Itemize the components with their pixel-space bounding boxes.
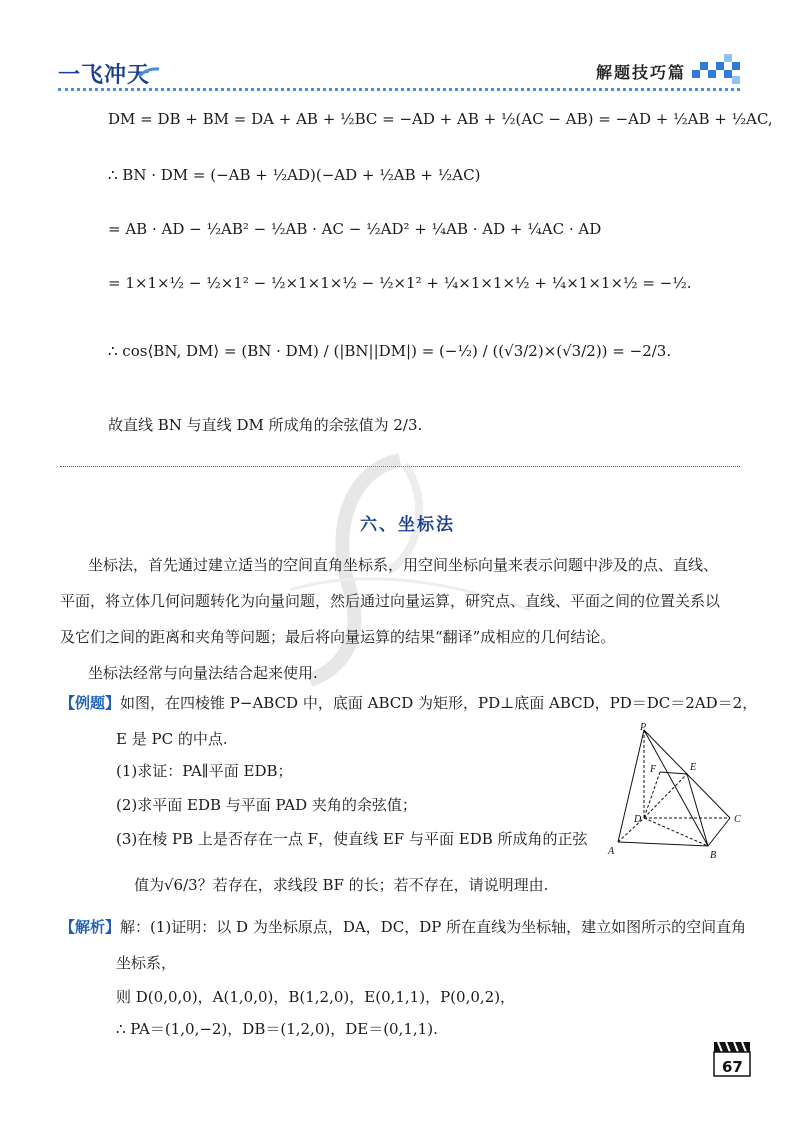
math-line-2: ∴ BN · DM = (−AB + ½AD)(−AD + ½AB + ½AC)	[108, 166, 481, 184]
intro-paragraph-2: 平面，将立体几何问题转化为向量问题，然后通过向量运算，研究点、直线、平面之间的位置关系以	[60, 592, 721, 610]
label-B: B	[710, 850, 717, 861]
brand-logo: 一飞冲天	[58, 63, 151, 88]
math-line-5: ∴ cos⟨BN, DM⟩ = (BN · DM) / (|BN||DM|) = (−½) / ((√3/2)×(√3/2)) = −2/3.	[108, 342, 672, 360]
label-A: A	[608, 846, 615, 857]
solution-line-3: 则 D(0,0,0)，A(1,0,0)，B(1,2,0)，E(0,1,1)，P(0,0,2)，	[116, 988, 516, 1006]
label-C: C	[734, 814, 741, 825]
conclusion-text: 故直线 BN 与直线 DM 所成角的余弦值为 2/3.	[108, 416, 423, 434]
math-line-1: DM = DB + BM = DA + AB + ½BC = −AD + AB + ½(AC − AB) = −AD + ½AB + ½AC,	[108, 110, 773, 128]
math-line-3: = AB · AD − ½AB² − ½AB · AC − ½AD² + ¼AB · AD + ¼AC · AD	[108, 220, 602, 238]
question-3: (3)在棱 PB 上是否存在一点 F，使直线 EF 与平面 EDB 所成角的正弦	[116, 830, 588, 848]
question-3-cont: 值为√6/3？若存在，求线段 BF 的长；若不存在，请说明理由.	[134, 876, 549, 894]
solution-block	[60, 916, 746, 938]
intro-paragraph-1: 坐标法，首先通过建立适当的空间直角坐标系，用空间坐标向量来表示问题中涉及的点、直线、	[88, 556, 719, 574]
label-P: P	[640, 722, 647, 733]
checker-decoration-icon	[692, 50, 740, 84]
question-2: (2)求平面 EDB 与平面 PAD 夹角的余弦值；	[116, 796, 417, 814]
header-divider	[58, 88, 740, 91]
solution-line-1: 解：(1)证明：以 D 为坐标原点，DA，DC，DP 所在直线为坐标轴，建立如图所示的空间直角	[120, 918, 747, 936]
label-F: F	[650, 764, 657, 775]
label-D: D	[634, 814, 642, 825]
section-header: 解题技巧篇	[596, 63, 687, 82]
example-line-2: E 是 PC 的中点.	[116, 730, 228, 748]
label-E: E	[690, 762, 697, 773]
brand-swoosh-icon	[138, 66, 160, 78]
math-line-4: = 1×1×½ − ½×1² − ½×1×1×½ − ½×1² + ¼×1×1×½ + ¼×1×1×½ = −½.	[108, 274, 692, 292]
example-line-1: 如图，在四棱锥 P−ABCD 中，底面 ABCD 为矩形，PD⊥底面 ABCD，PD＝DC＝2AD＝2，	[120, 694, 758, 712]
page-number: 67	[722, 1058, 743, 1076]
intro-paragraph-4: 坐标法经常与向量法结合起来使用.	[88, 664, 318, 682]
solution-line-2: 坐标系，	[116, 954, 177, 972]
intro-paragraph-3: 及它们之间的距离和夹角等问题；最后将向量运算的结果“翻译”成相应的几何结论。	[60, 628, 616, 646]
example-tag: 【例题】	[60, 694, 121, 712]
section-title: 六、坐标法	[360, 515, 455, 535]
solution-line-4: ∴ PA＝(1,0,−2)，DB＝(1,2,0)，DE＝(0,1,1).	[116, 1020, 438, 1038]
question-1: (1)求证：PA∥平面 EDB；	[116, 762, 293, 780]
pyramid-figure	[600, 722, 760, 862]
solution-tag: 【解析】	[60, 918, 121, 936]
example-block	[60, 692, 757, 714]
